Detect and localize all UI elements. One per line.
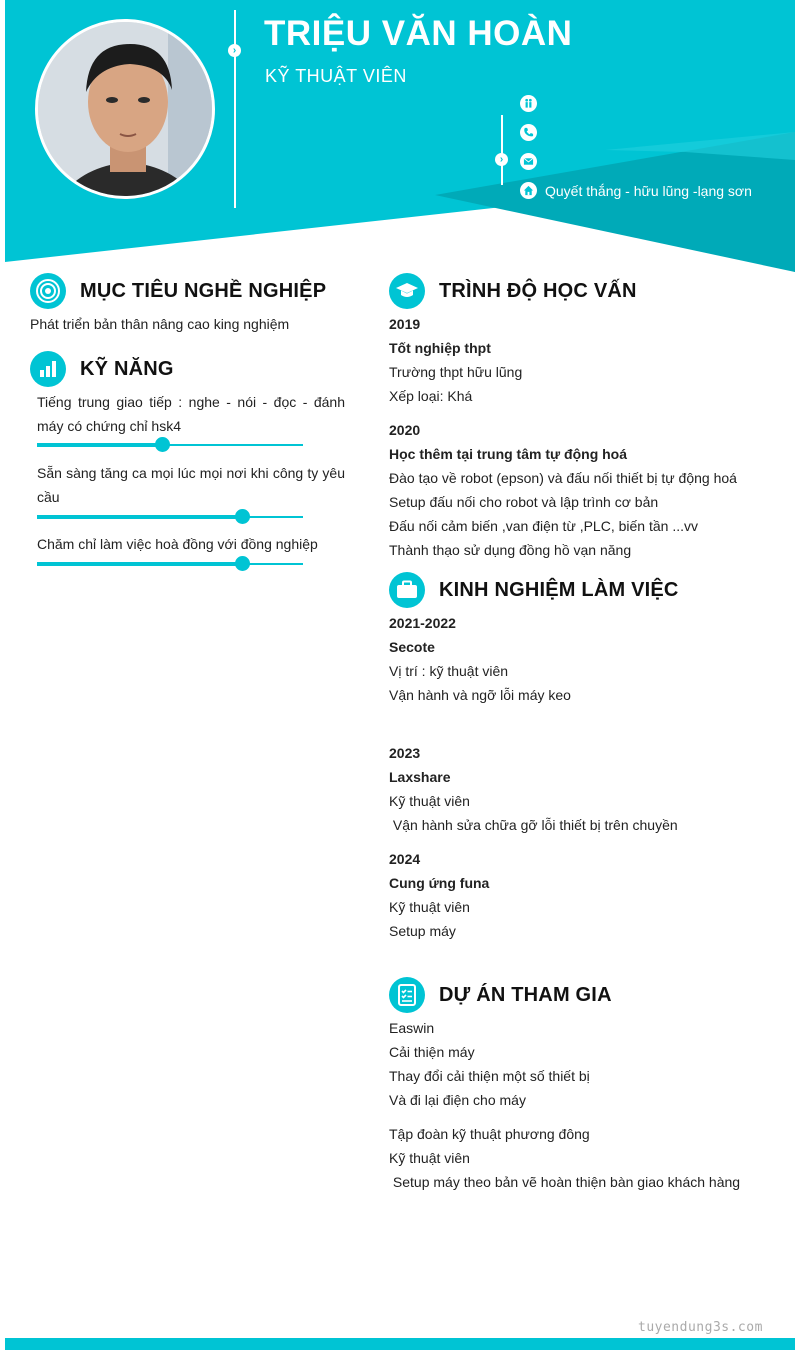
project-line: Thay đổi cải thiện một số thiết bị <box>389 1068 590 1084</box>
skill-level-knob <box>155 437 170 452</box>
project-line: Và đi lại điện cho máy <box>389 1092 526 1108</box>
skill-level-knob <box>235 556 250 571</box>
footer-bar <box>5 1338 795 1350</box>
project-line: Tập đoàn kỹ thuật phương đông <box>389 1126 590 1142</box>
skill-text: Sẵn sàng tăng ca mọi lúc mọi nơi khi công ty yêu cầu <box>37 465 345 505</box>
watermark: tuyendung3s.com <box>638 1320 763 1335</box>
contact-text: Quyết thắng - hữu lũng -lạng sơn <box>545 182 752 199</box>
candidate-name: TRIỆU VĂN HOÀN <box>264 14 573 53</box>
experience-year: 2023 <box>389 745 421 761</box>
candidate-role: KỸ THUẬT VIÊN <box>265 66 407 86</box>
experience-line: Setup máy <box>389 923 456 939</box>
experience-line: Kỹ thuật viên <box>389 793 470 809</box>
skill-level-fill <box>37 515 242 519</box>
experience-company: Cung ứng funa <box>389 875 490 891</box>
experience-year: 2021-2022 <box>389 615 456 631</box>
education-line: Xếp loại: Khá <box>389 388 473 404</box>
skill-level-knob <box>235 509 250 524</box>
section-title: MỤC TIÊU NGHỀ NGHIỆP <box>80 279 327 302</box>
contact-item-email <box>520 153 545 170</box>
objective-text: Phát triển bản thân nâng cao king nghiệm <box>30 316 290 332</box>
chevron-right-icon: › <box>495 153 508 166</box>
experience-line: Vận hành và ngỡ lỗi máy keo <box>389 687 571 703</box>
experience-year: 2024 <box>389 851 421 867</box>
education-line: Trường thpt hữu lũng <box>389 364 523 380</box>
projects-section-heading <box>389 977 612 1013</box>
education-line: Đào tạo về robot (epson) và đấu nối thiết bị tự động hoá <box>389 470 737 486</box>
education-line: Setup đấu nối cho robot và lập trình cơ bản <box>389 494 659 510</box>
graduation-cap-icon <box>389 273 425 309</box>
education-title: Học thêm tại trung tâm tự động hoá <box>389 446 628 462</box>
section-title: TRÌNH ĐỘ HỌC VẤN <box>439 279 637 302</box>
skill-text: Tiếng trung giao tiếp : nghe - nói - đọc - đánh máy có chứng chỉ hsk4 <box>37 394 345 434</box>
experience-company: Laxshare <box>389 769 451 785</box>
project-line: Easwin <box>389 1020 435 1036</box>
education-line: Thành thạo sử dụng đồng hồ vạn năng <box>389 542 632 558</box>
avatar <box>35 19 215 199</box>
education-section-heading <box>389 273 637 309</box>
experience-company: Secote <box>389 639 435 655</box>
person-icon <box>520 95 537 112</box>
skill-level-bar <box>37 516 303 518</box>
contact-divider-line <box>501 115 503 185</box>
skill-level-fill <box>37 562 242 566</box>
skill-level-bar <box>37 563 303 565</box>
bar-chart-icon <box>30 351 66 387</box>
experience-section-heading <box>389 572 679 608</box>
section-title: KINH NGHIỆM LÀM VIỆC <box>439 578 679 601</box>
experience-line: Vị trí : kỹ thuật viên <box>389 663 509 679</box>
contact-item-address <box>520 182 752 199</box>
header-divider-line <box>234 10 236 208</box>
home-icon <box>520 182 537 199</box>
skill-level-bar <box>37 444 303 446</box>
experience-line: Kỹ thuật viên <box>389 899 470 915</box>
project-line: Kỹ thuật viên <box>389 1150 470 1166</box>
checklist-icon <box>389 977 425 1013</box>
objective-section-heading <box>30 273 326 309</box>
target-icon <box>30 273 66 309</box>
education-year: 2019 <box>389 316 421 332</box>
project-line: Setup máy theo bản vẽ hoàn thiện bàn giao khách hàng <box>389 1174 741 1190</box>
skill-level-fill <box>37 443 162 447</box>
chevron-right-icon: › <box>228 44 241 57</box>
project-line: Cải thiện máy <box>389 1044 475 1060</box>
section-title: DỰ ÁN THAM GIA <box>439 983 612 1006</box>
experience-line: Vận hành sửa chữa gỡ lỗi thiết bị trên chuyền <box>389 817 678 833</box>
email-icon <box>520 153 537 170</box>
phone-icon <box>520 124 537 141</box>
briefcase-icon <box>389 572 425 608</box>
contact-item-gender <box>520 95 545 112</box>
skill-text: Chăm chỉ làm việc hoà đồng với đồng nghiệp <box>37 536 318 552</box>
education-title: Tốt nghiệp thpt <box>389 340 491 356</box>
skills-section-heading <box>30 351 174 387</box>
education-line: Đấu nối cảm biến ,van điện từ ,PLC, biến tần ...vv <box>389 518 698 534</box>
education-year: 2020 <box>389 422 421 438</box>
contact-item-phone <box>520 124 545 141</box>
section-title: KỸ NĂNG <box>80 357 174 380</box>
